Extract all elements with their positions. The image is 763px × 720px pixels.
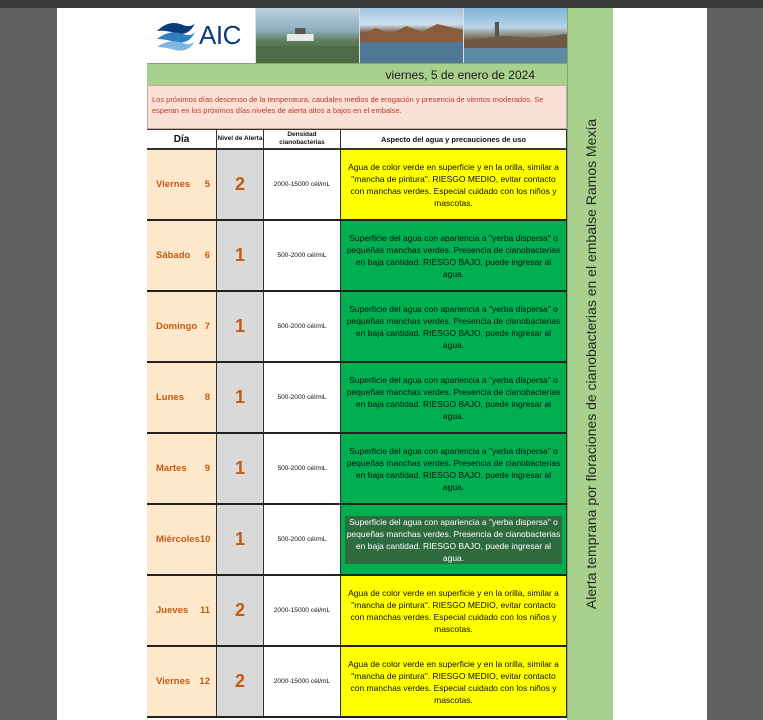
header-day: Día bbox=[147, 130, 217, 148]
vertical-title: Alerta temprana por floraciones de cianobacterias en el embalse Ramos Mexía bbox=[583, 118, 600, 610]
day-number: 8 bbox=[204, 392, 210, 403]
aspect-cell bbox=[341, 363, 567, 432]
photo-boat bbox=[255, 8, 359, 63]
table-row bbox=[147, 576, 567, 647]
aspect-text: Superficie del agua con apariencia a "yerba dispersa" o pequeñas manchas verdes. Presencia de cianobacterias en baja cantidad. RIESGO BAJO, puede ingresar al agua. bbox=[346, 445, 561, 492]
aspect-cell bbox=[341, 434, 567, 503]
level-cell: 2 bbox=[217, 150, 264, 219]
table-row bbox=[147, 292, 567, 363]
viewer-top-bar bbox=[0, 0, 763, 8]
table-row bbox=[147, 363, 567, 434]
day-number: 12 bbox=[199, 676, 210, 687]
table-header bbox=[147, 129, 567, 150]
photo-shore bbox=[463, 8, 567, 63]
aspect-cell bbox=[341, 292, 567, 361]
density-cell: 500-2000 cél/mL bbox=[264, 221, 341, 290]
day-number: 11 bbox=[199, 605, 210, 616]
logo-text: AIC bbox=[199, 20, 241, 50]
header-aspect: Aspecto del agua y precauciones de uso bbox=[341, 130, 567, 148]
day-number: 5 bbox=[204, 179, 210, 190]
level-cell: 1 bbox=[217, 292, 264, 361]
density-cell: 2000-15000 cél/mL bbox=[264, 647, 341, 716]
alert-sheet bbox=[147, 8, 673, 720]
aspect-text: Agua de color verde en superficie y en la orilla, similar a "mancha de pintura". RIESGO MEDIO, evitar contacto con manchas verdes. Especial cuidado con los niños y mascotas. bbox=[348, 658, 559, 705]
day-name: Viernes bbox=[156, 179, 191, 190]
day-number: 7 bbox=[204, 321, 210, 332]
day-name: Lunes bbox=[156, 392, 184, 403]
level-cell: 1 bbox=[217, 434, 264, 503]
day-name: Martes bbox=[156, 463, 187, 474]
aspect-text: Superficie del agua con apariencia a "yerba dispersa" o pequeñas manchas verdes. Presencia de cianobacterias en baja cantidad. RIESGO BAJO, puede ingresar al agua. bbox=[346, 516, 561, 563]
day-cell bbox=[147, 292, 217, 361]
level-cell: 1 bbox=[217, 505, 264, 574]
day-number: 10 bbox=[199, 534, 211, 545]
day-number: 9 bbox=[204, 463, 210, 474]
forecast-notice bbox=[147, 85, 567, 129]
table-row bbox=[147, 221, 567, 292]
table-row bbox=[147, 505, 567, 576]
aspect-text: Superficie del agua con apariencia a "yerba dispersa" o pequeñas manchas verdes. Presencia de cianobacterias en baja cantidad. RIESGO BAJO, puede ingresar al agua. bbox=[346, 303, 561, 350]
level-cell: 1 bbox=[217, 363, 264, 432]
aspect-cell bbox=[341, 647, 567, 716]
day-cell bbox=[147, 647, 217, 716]
table-row bbox=[147, 434, 567, 505]
day-cell bbox=[147, 221, 217, 290]
density-cell: 500-2000 cél/mL bbox=[264, 505, 341, 574]
document-page bbox=[57, 8, 707, 720]
level-cell: 2 bbox=[217, 576, 264, 645]
table-row bbox=[147, 150, 567, 221]
aic-wave-icon bbox=[155, 17, 197, 55]
report-date: viernes, 5 de enero de 2024 bbox=[385, 67, 535, 82]
vertical-title-wrap bbox=[568, 8, 614, 720]
aspect-cell bbox=[341, 221, 567, 290]
density-cell: 500-2000 cél/mL bbox=[264, 292, 341, 361]
aic-logo bbox=[147, 8, 255, 63]
day-number: 6 bbox=[204, 250, 210, 261]
level-cell: 2 bbox=[217, 647, 264, 716]
aspect-text: Agua de color verde en superficie y en la orilla, similar a "mancha de pintura". RIESGO MEDIO, evitar contacto con manchas verdes. Especial cuidado con los niños y mascotas. bbox=[348, 161, 559, 208]
aspect-text: Agua de color verde en superficie y en la orilla, similar a "mancha de pintura". RIESGO MEDIO, evitar contacto con manchas verdes. Especial cuidado con los niños y mascotas. bbox=[348, 587, 559, 634]
day-cell bbox=[147, 576, 217, 645]
aspect-cell-selected[interactable] bbox=[341, 505, 567, 574]
header-density: Densidad cianobacterias bbox=[264, 130, 341, 148]
table-row bbox=[147, 647, 567, 718]
aspect-text: Superficie del agua con apariencia a "yerba dispersa" o pequeñas manchas verdes. Presencia de cianobacterias en baja cantidad. RIESGO BAJO, puede ingresar al agua. bbox=[346, 374, 561, 421]
density-cell: 500-2000 cél/mL bbox=[264, 363, 341, 432]
day-name: Viernes bbox=[156, 676, 191, 687]
aspect-cell bbox=[341, 150, 567, 219]
day-name: Sábado bbox=[156, 250, 191, 261]
photo-rocks bbox=[359, 8, 463, 63]
day-name: Miércoles bbox=[156, 534, 200, 545]
day-cell bbox=[147, 150, 217, 219]
day-cell bbox=[147, 434, 217, 503]
aspect-cell bbox=[341, 576, 567, 645]
level-cell: 1 bbox=[217, 221, 264, 290]
day-cell bbox=[147, 363, 217, 432]
header-banner bbox=[147, 8, 567, 63]
day-name: Domingo bbox=[156, 321, 198, 332]
header-level: Nivel de Alerta bbox=[217, 130, 264, 148]
notice-text: Los próximos días descenso de la temperatura, caudales medios de erogación y presencia de vientos moderados. Se esperan en los próximos días niveles de alerta altos a bajos en el embalse. bbox=[152, 95, 544, 115]
photo-strip bbox=[255, 8, 567, 63]
density-cell: 2000-15000 cél/mL bbox=[264, 150, 341, 219]
alert-table bbox=[147, 129, 567, 718]
date-bar bbox=[147, 63, 567, 85]
density-cell: 2000-15000 cél/mL bbox=[264, 576, 341, 645]
aspect-text: Superficie del agua con apariencia a "yerba dispersa" o pequeñas manchas verdes. Presencia de cianobacterias en baja cantidad. RIESGO BAJO, puede ingresar al agua. bbox=[346, 232, 561, 279]
density-cell: 500-2000 cél/mL bbox=[264, 434, 341, 503]
day-name: Jueves bbox=[156, 605, 189, 616]
side-column bbox=[567, 8, 613, 720]
day-cell bbox=[147, 505, 217, 574]
